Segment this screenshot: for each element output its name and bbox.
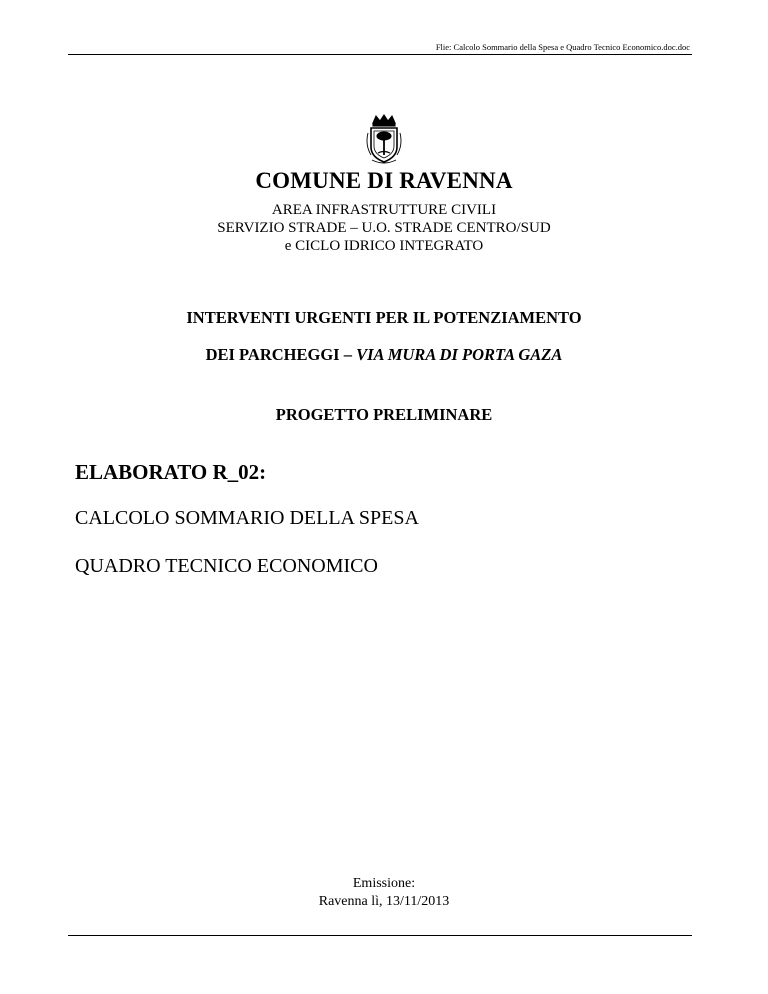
project-title-line-2 (0, 345, 768, 365)
project-location: VIA MURA DI PORTA GAZA (356, 345, 563, 364)
document-title-line-2: QUADRO TECNICO ECONOMICO (75, 555, 378, 577)
department-line-3: e CICLO IDRICO INTEGRATO (284, 238, 484, 254)
emission-label: Emissione: (352, 876, 416, 891)
emission-place-date: Ravenna lì, 13/11/2013 (318, 894, 450, 909)
document-title-line-1: CALCOLO SOMMARIO DELLA SPESA (75, 507, 419, 529)
project-title-prefix: DEI PARCHEGGI – (205, 345, 357, 364)
department-line-1: AREA INFRASTRUTTURE CIVILI (271, 202, 497, 218)
page-header (68, 40, 692, 55)
department-line-2: SERVIZIO STRADE – U.O. STRADE CENTRO/SUD (217, 220, 551, 236)
municipality-name: COMUNE DI RAVENNA (255, 168, 513, 193)
header-filename: Flie: Calcolo Sommario della Spesa e Quadro Tecnico Economico.doc.doc (435, 42, 690, 52)
footer-rule (68, 935, 692, 936)
coat-of-arms-icon (364, 113, 404, 165)
project-title-line-1: INTERVENTI URGENTI PER IL POTENZIAMENTO (186, 308, 582, 327)
project-phase: PROGETTO PRELIMINARE (275, 405, 493, 424)
document-label: ELABORATO R_02: (75, 460, 267, 484)
